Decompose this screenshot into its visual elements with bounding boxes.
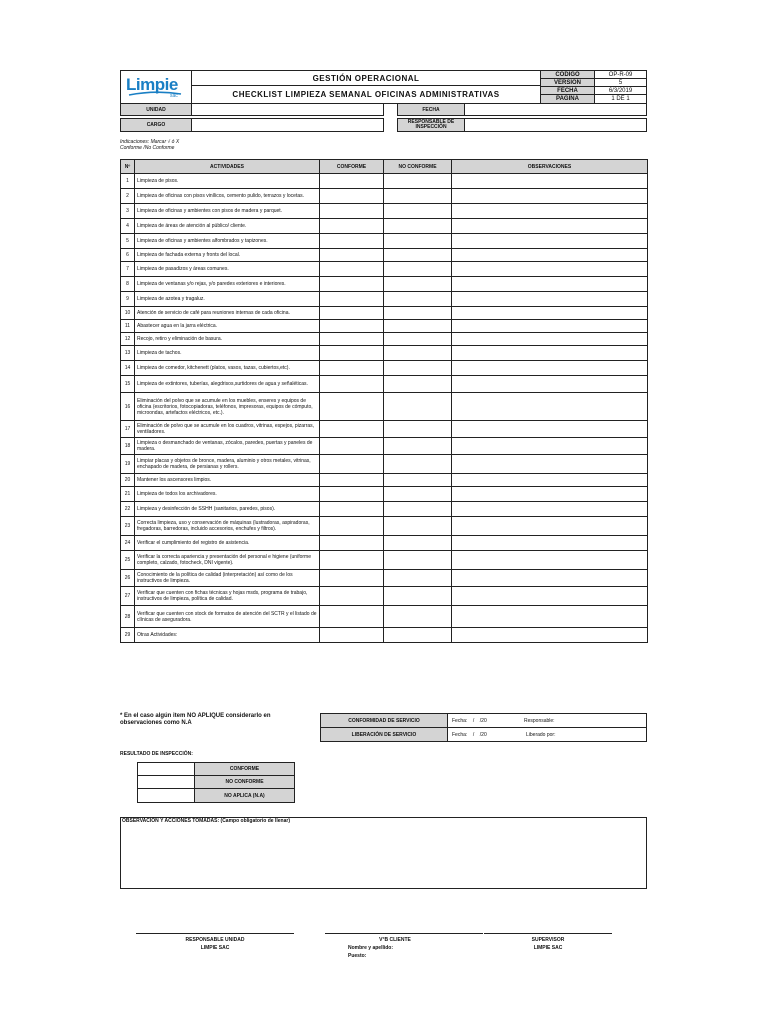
row-activity: Limpieza de pasadizos y áreas comunes. xyxy=(135,262,320,277)
meta-label-fecha: FECHA xyxy=(540,86,595,95)
table-row xyxy=(121,320,648,333)
row-conforme-cell[interactable] xyxy=(320,628,384,643)
row-conforme-cell[interactable] xyxy=(320,320,384,333)
row-number: 9 xyxy=(121,292,135,307)
header-meta xyxy=(540,70,647,104)
row-number: 12 xyxy=(121,333,135,346)
row-number: 25 xyxy=(121,551,135,570)
row-observaciones-cell[interactable] xyxy=(452,219,648,234)
table-row xyxy=(121,421,648,438)
row-activity: Limpieza de oficinas y ambientes alfombrados y tapizones. xyxy=(135,234,320,249)
row-conforme-cell[interactable] xyxy=(320,438,384,455)
conformidad-row[interactable] xyxy=(447,713,647,728)
table-row xyxy=(121,234,648,249)
row-activity: Limpieza de extintores, tuberías, alegdrisos,surtidores de agua y señaléticas. xyxy=(135,376,320,393)
row-observaciones-cell[interactable] xyxy=(452,606,648,628)
table-row xyxy=(121,551,648,570)
conformidad-fecha: Fecha: / /20 xyxy=(452,718,487,724)
row-observaciones-cell[interactable] xyxy=(452,474,648,487)
row-conforme-cell[interactable] xyxy=(320,204,384,219)
resultado-option-no-aplica: NO APLICA (N.A) xyxy=(194,788,295,803)
row-no-conforme-cell[interactable] xyxy=(384,438,452,455)
cargo-field[interactable] xyxy=(191,118,384,132)
row-number: 11 xyxy=(121,320,135,333)
sig-right-company: LIMPIE SAC xyxy=(533,945,563,951)
row-conforme-cell[interactable] xyxy=(320,333,384,346)
meta-label-pagina: PAGINA xyxy=(540,94,595,104)
row-no-conforme-cell[interactable] xyxy=(384,307,452,320)
table-row xyxy=(121,346,648,361)
row-conforme-cell[interactable] xyxy=(320,234,384,249)
logo-brand: Limpie xyxy=(126,75,178,94)
resultado-option-conforme: CONFORME xyxy=(194,762,295,776)
row-activity: Correcta limpieza, uso y conservación de máquinas (lustradoras, aspiradoras, fregadoras, barredoras, incluido accesorios, enchufes y filtros). xyxy=(135,517,320,536)
label-fecha: FECHA xyxy=(397,103,465,116)
row-activity: Mantener los ascensores limpios. xyxy=(135,474,320,487)
indicaciones-line1: Indicaciones: Marcar √ ó X xyxy=(120,139,180,145)
label-cargo: CARGO xyxy=(120,118,192,132)
sig-mid-puesto: Puesto: xyxy=(348,953,367,959)
row-conforme-cell[interactable] xyxy=(320,189,384,204)
table-row xyxy=(121,292,648,307)
row-no-conforme-cell[interactable] xyxy=(384,487,452,502)
row-no-conforme-cell[interactable] xyxy=(384,174,452,189)
row-activity: Atención de servicio de café para reuniones internas de cada oficina. xyxy=(135,307,320,320)
row-activity: Limpieza de pisos. xyxy=(135,174,320,189)
row-observaciones-cell[interactable] xyxy=(452,393,648,421)
row-observaciones-cell[interactable] xyxy=(452,292,648,307)
row-conforme-cell[interactable] xyxy=(320,292,384,307)
row-number: 24 xyxy=(121,536,135,551)
indicaciones-line2: Conforme /No Conforme xyxy=(120,145,175,151)
row-observaciones-cell[interactable] xyxy=(452,502,648,517)
row-number: 20 xyxy=(121,474,135,487)
row-observaciones-cell[interactable] xyxy=(452,307,648,320)
unidad-field[interactable] xyxy=(191,103,384,116)
row-activity: Limpieza de todos los archivadores. xyxy=(135,487,320,502)
row-conforme-cell[interactable] xyxy=(320,307,384,320)
row-conforme-cell[interactable] xyxy=(320,361,384,376)
meta-label-version: VERSION xyxy=(540,78,595,87)
row-observaciones-cell[interactable] xyxy=(452,438,648,455)
limpie-logo xyxy=(126,74,186,100)
row-number: 10 xyxy=(121,307,135,320)
row-number: 21 xyxy=(121,487,135,502)
row-activity: Limpiar placas y objetos de bronce, madera, aluminio y otros metales, vitrinas, enchapado de madera, de persianas y rollers. xyxy=(135,455,320,474)
row-no-conforme-cell[interactable] xyxy=(384,189,452,204)
sig-right-title: SUPERVISOR xyxy=(531,937,565,943)
row-observaciones-cell[interactable] xyxy=(452,570,648,587)
row-activity: Recojo, retiro y eliminación de basura. xyxy=(135,333,320,346)
row-observaciones-cell[interactable] xyxy=(452,421,648,438)
table-row xyxy=(121,262,648,277)
label-responsable: RESPONSABLE DE INSPECCIÓN xyxy=(397,118,465,132)
signature-line-left xyxy=(136,933,294,934)
label-unidad: UNIDAD xyxy=(120,103,192,116)
row-no-conforme-cell[interactable] xyxy=(384,333,452,346)
row-conforme-cell[interactable] xyxy=(320,570,384,587)
table-row xyxy=(121,502,648,517)
row-number: 2 xyxy=(121,189,135,204)
row-observaciones-cell[interactable] xyxy=(452,262,648,277)
row-no-conforme-cell[interactable] xyxy=(384,346,452,361)
row-activity: Limpieza de fachada externa y fronts del local. xyxy=(135,249,320,262)
row-activity: Abastecer agua en la jarra eléctrica. xyxy=(135,320,320,333)
row-number: 5 xyxy=(121,234,135,249)
meta-value-pagina: 1 DE 1 xyxy=(594,94,647,104)
row-observaciones-cell[interactable] xyxy=(452,234,648,249)
fecha-field[interactable] xyxy=(464,103,647,116)
row-activity: Limpieza de azotea y tragaluz. xyxy=(135,292,320,307)
row-no-conforme-cell[interactable] xyxy=(384,262,452,277)
row-observaciones-cell[interactable] xyxy=(452,551,648,570)
conformidad-label: CONFORMIDAD DE SERVICIO xyxy=(320,713,448,728)
row-conforme-cell[interactable] xyxy=(320,277,384,292)
row-activity: Otras Actividades: xyxy=(135,628,320,643)
row-number: 26 xyxy=(121,570,135,587)
row-observaciones-cell[interactable] xyxy=(452,517,648,536)
row-no-conforme-cell[interactable] xyxy=(384,455,452,474)
row-no-conforme-cell[interactable] xyxy=(384,587,452,606)
row-conforme-cell[interactable] xyxy=(320,393,384,421)
row-conforme-cell[interactable] xyxy=(320,551,384,570)
row-no-conforme-cell[interactable] xyxy=(384,551,452,570)
signature-line-mid xyxy=(325,933,483,934)
meta-value-codigo: OP-R-09 xyxy=(594,70,647,79)
row-activity: Limpieza de tachos. xyxy=(135,346,320,361)
row-conforme-cell[interactable] xyxy=(320,536,384,551)
row-no-conforme-cell[interactable] xyxy=(384,320,452,333)
na-note: * En el caso algún item NO APLIQUE considerarlo en observaciones como N.A xyxy=(120,713,271,726)
row-observaciones-cell[interactable] xyxy=(452,204,648,219)
row-no-conforme-cell[interactable] xyxy=(384,219,452,234)
row-observaciones-cell[interactable] xyxy=(452,333,648,346)
row-observaciones-cell[interactable] xyxy=(452,320,648,333)
resultado-option-no-conforme: NO CONFORME xyxy=(194,775,295,789)
table-row xyxy=(121,570,648,587)
row-observaciones-cell[interactable] xyxy=(452,346,648,361)
row-number: 17 xyxy=(121,421,135,438)
row-observaciones-cell[interactable] xyxy=(452,249,648,262)
row-activity: Eliminación de polvo que se acumule en los cuadros, vitrinas, espejos, pizarras, ventiladores. xyxy=(135,421,320,438)
observacion-box[interactable] xyxy=(120,817,647,889)
row-number: 1 xyxy=(121,174,135,189)
row-conforme-cell[interactable] xyxy=(320,517,384,536)
row-conforme-cell[interactable] xyxy=(320,421,384,438)
table-header-row xyxy=(121,160,648,174)
row-activity: Limpieza de ventanas y/o rejas, y/o paredes exteriores e interiores. xyxy=(135,277,320,292)
table-row xyxy=(121,455,648,474)
row-activity: Eliminación del polvo que se acumule en los muebles, enseres y equipos de oficina (escritorios, fotocopiadoras, teléfonos, impresoras, equipos de cómputo, microondas, artefactos eléctricos, etc.). xyxy=(135,393,320,421)
row-observaciones-cell[interactable] xyxy=(452,361,648,376)
row-activity: Limpieza y desinfección de SSHH (sanitarios, paredes, pisos). xyxy=(135,502,320,517)
row-conforme-cell[interactable] xyxy=(320,262,384,277)
row-activity: Verificar la correcta apariencia y presentación del personal e higiene (uniforme completo, calzado, fotocheck, DNI vigente). xyxy=(135,551,320,570)
table-row xyxy=(121,606,648,628)
row-observaciones-cell[interactable] xyxy=(452,174,648,189)
table-row xyxy=(121,307,648,320)
logo-box xyxy=(120,70,192,104)
row-activity: Limpieza o desmanchado de ventanas, zócalos, paredes, puertas y paneles de madera. xyxy=(135,438,320,455)
header-title-top: GESTIÓN OPERACIONAL xyxy=(191,70,541,86)
row-number: 27 xyxy=(121,587,135,606)
row-no-conforme-cell[interactable] xyxy=(384,376,452,393)
responsable-field[interactable] xyxy=(464,118,647,132)
meta-value-version: 5 xyxy=(594,78,647,87)
table-row xyxy=(121,438,648,455)
signature-line-right xyxy=(484,933,612,934)
row-number: 8 xyxy=(121,277,135,292)
liberacion-label: LIBERACIÓN DE SERVICIO xyxy=(320,727,448,742)
row-activity: Limpieza de oficinas y ambientes con pisos de madera y parquet. xyxy=(135,204,320,219)
table-row xyxy=(121,219,648,234)
row-conforme-cell[interactable] xyxy=(320,606,384,628)
row-activity: Verificar el cumplimiento del registro de asistencia. xyxy=(135,536,320,551)
row-number: 28 xyxy=(121,606,135,628)
row-number: 7 xyxy=(121,262,135,277)
table-row xyxy=(121,393,648,421)
row-number: 16 xyxy=(121,393,135,421)
row-observaciones-cell[interactable] xyxy=(452,536,648,551)
conformidad-responsable: Responsable: xyxy=(524,718,555,724)
col-no-conforme: NO CONFORME xyxy=(384,160,452,174)
sig-left-title: RESPONSABLE UNIDAD xyxy=(185,937,245,943)
row-observaciones-cell[interactable] xyxy=(452,487,648,502)
table-row xyxy=(121,249,648,262)
sig-mid-title: V°B CLIENTE xyxy=(379,937,411,943)
row-observaciones-cell[interactable] xyxy=(452,587,648,606)
table-row xyxy=(121,189,648,204)
row-conforme-cell[interactable] xyxy=(320,219,384,234)
table-row xyxy=(121,628,648,643)
row-conforme-cell[interactable] xyxy=(320,346,384,361)
logo-sub: sac xyxy=(170,93,178,99)
resultado-check-no-conforme[interactable] xyxy=(137,775,195,789)
row-conforme-cell[interactable] xyxy=(320,455,384,474)
row-number: 15 xyxy=(121,376,135,393)
row-conforme-cell[interactable] xyxy=(320,376,384,393)
table-row xyxy=(121,487,648,502)
table-row xyxy=(121,277,648,292)
col-conforme: CONFORME xyxy=(320,160,384,174)
row-number: 14 xyxy=(121,361,135,376)
table-row xyxy=(121,517,648,536)
table-row xyxy=(121,474,648,487)
row-no-conforme-cell[interactable] xyxy=(384,421,452,438)
row-number: 6 xyxy=(121,249,135,262)
table-row xyxy=(121,587,648,606)
liberacion-liberado: Liberado por: xyxy=(526,732,556,738)
liberacion-row[interactable] xyxy=(447,727,647,742)
row-number: 4 xyxy=(121,219,135,234)
row-observaciones-cell[interactable] xyxy=(452,189,648,204)
table-row xyxy=(121,376,648,393)
row-number: 13 xyxy=(121,346,135,361)
row-conforme-cell[interactable] xyxy=(320,474,384,487)
row-conforme-cell[interactable] xyxy=(320,587,384,606)
resultado-title: RESULTADO DE INSPECCIÓN: xyxy=(120,751,193,757)
row-no-conforme-cell[interactable] xyxy=(384,570,452,587)
row-no-conforme-cell[interactable] xyxy=(384,234,452,249)
resultado-check-conforme[interactable] xyxy=(137,762,195,776)
table-row xyxy=(121,204,648,219)
col-actividades: ACTIVIDADES xyxy=(135,160,320,174)
row-activity: Verificar que cuenten con stock de formatos de atención del SCTR y el listado de clínicas de aseguradora. xyxy=(135,606,320,628)
row-conforme-cell[interactable] xyxy=(320,502,384,517)
row-number: 22 xyxy=(121,502,135,517)
row-number: 23 xyxy=(121,517,135,536)
row-no-conforme-cell[interactable] xyxy=(384,277,452,292)
meta-value-fecha: 6/3/2019 xyxy=(594,86,647,95)
row-no-conforme-cell[interactable] xyxy=(384,606,452,628)
observacion-title: OBSERVACIÓN Y ACCIONES TOMADAS: (Campo obligatorio de llenar) xyxy=(122,818,290,824)
row-activity: Limpieza de áreas de atención al público/ cliente. xyxy=(135,219,320,234)
row-no-conforme-cell[interactable] xyxy=(384,474,452,487)
liberacion-fecha: Fecha: / /20 xyxy=(452,732,487,738)
row-no-conforme-cell[interactable] xyxy=(384,204,452,219)
header-title-main: CHECKLIST LIMPIEZA SEMANAL OFICINAS ADMINISTRATIVAS xyxy=(191,85,541,104)
row-observaciones-cell[interactable] xyxy=(452,455,648,474)
row-conforme-cell[interactable] xyxy=(320,249,384,262)
row-activity: Verificar que cuenten con fichas técnicas y hojas msds, programa de trabajo, instructivos de limpieza, política de calidad. xyxy=(135,587,320,606)
row-no-conforme-cell[interactable] xyxy=(384,536,452,551)
table-row xyxy=(121,536,648,551)
sig-mid-name: Nombre y apellido: xyxy=(348,945,394,951)
row-no-conforme-cell[interactable] xyxy=(384,628,452,643)
row-number: 18 xyxy=(121,438,135,455)
row-no-conforme-cell[interactable] xyxy=(384,393,452,421)
sig-left-company: LIMPIE SAC xyxy=(200,945,230,951)
activities-body xyxy=(121,174,648,643)
row-no-conforme-cell[interactable] xyxy=(384,292,452,307)
col-observaciones: OBSERVACIONES xyxy=(452,160,648,174)
row-number: 3 xyxy=(121,204,135,219)
row-conforme-cell[interactable] xyxy=(320,174,384,189)
row-activity: Limpieza de oficinas con pisos vinílicos, cemento pulido, terrazos y locetas. xyxy=(135,189,320,204)
row-activity: Conocimiento de la política de calidad (interpretación) así como de los instructivos de limpieza. xyxy=(135,570,320,587)
row-no-conforme-cell[interactable] xyxy=(384,361,452,376)
row-no-conforme-cell[interactable] xyxy=(384,502,452,517)
activities-table xyxy=(120,159,648,643)
row-conforme-cell[interactable] xyxy=(320,487,384,502)
table-row xyxy=(121,174,648,189)
table-row xyxy=(121,361,648,376)
col-num: Nº xyxy=(121,160,135,174)
row-number: 29 xyxy=(121,628,135,643)
row-observaciones-cell[interactable] xyxy=(452,277,648,292)
table-row xyxy=(121,333,648,346)
row-observaciones-cell[interactable] xyxy=(452,628,648,643)
row-number: 19 xyxy=(121,455,135,474)
row-no-conforme-cell[interactable] xyxy=(384,517,452,536)
row-no-conforme-cell[interactable] xyxy=(384,249,452,262)
row-activity: Limpieza de comedor, kitchenett (platos, vasos, tazas, cubiertos,etc). xyxy=(135,361,320,376)
resultado-check-no-aplica[interactable] xyxy=(137,788,195,803)
row-observaciones-cell[interactable] xyxy=(452,376,648,393)
meta-label-codigo: CÓDIGO xyxy=(540,70,595,79)
